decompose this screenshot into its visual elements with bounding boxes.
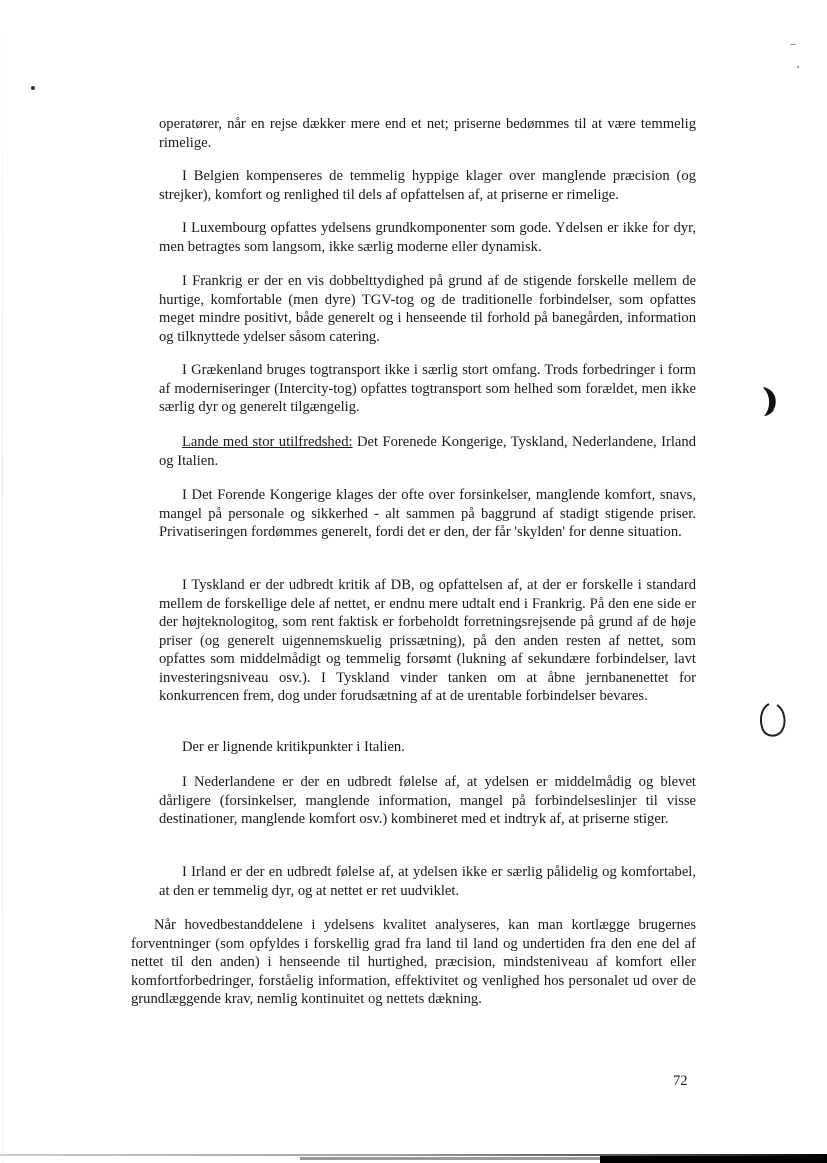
paragraph: I Nederlandene er der en udbredt følelse af, at ydelsen er middelmådig og blevet dårligere (forsinkelser, manglende information, mangel på forbindelseslinjer til visse destinationer, manglende komfort osv.) kombineret med et indtryk af, at priserne stiger. bbox=[159, 774, 696, 827]
paragraph: operatører, når en rejse dækker mere end et net; priserne bedømmes til at være temmelig rimelige. bbox=[159, 116, 696, 151]
binder-hole-mark bbox=[755, 383, 785, 419]
page-number: 72 bbox=[673, 1073, 688, 1089]
scan-speck bbox=[31, 86, 35, 90]
section-heading: Lande med stor utilfredshed: bbox=[182, 434, 353, 450]
section-heading-text: Det Forenede Kongerige, Tyskland, Nederlandene, Irland og Italien. bbox=[159, 434, 696, 469]
paragraph: I Grækenland bruges togtransport ikke i særlig stort omfang. Trods forbedringer i form af moderniseringer (Intercity-tog) opfattes togtransport som helhed som forældet, men ikke særlig dyr og generelt tilgængelig. bbox=[159, 362, 696, 415]
paragraph: I Tyskland er der udbredt kritik af DB, og opfattelsen af, at der er forskelle i standard mellem de forskellige dele af nettet, er endnu mere udtalt end i Frankrig. På den ene side er der højteknologitog, som rent faktisk er forbeholdt forretningsrejsende på grund af de høje priser (og generelt uigennemskuelig prissætning), på den anden resten af nettet, som opfattes som middelmådigt og temmelig forsømt (lukning af sekundære forbindelser, lavt investeringsniveau osv.). I Tyskland vinder tanken om at åbne jernbanenettet for konkurrencen frem, dog under forudsætning af at de urentable forbindelser bevares. bbox=[159, 577, 696, 704]
paragraph bbox=[159, 433, 696, 470]
scan-speck bbox=[797, 66, 799, 68]
binder-hole-mark bbox=[755, 700, 791, 740]
paragraph: I Det Forende Kongerige klages der ofte over forsinkelser, manglende komfort, snavs, mangel på personale og sikkerhed - alt sammen på baggrund af stadigt stigende priser. Privatiseringen fordømmes generelt, fordi det er den, der får 'skylden' for denne situation. bbox=[159, 487, 696, 540]
paragraph: I Luxembourg opfattes ydelsens grundkomponenter som gode. Ydelsen er ikke for dyr, men betragtes som langsom, ikke særlig moderne eller dynamisk. bbox=[159, 220, 696, 255]
scan-left-edge bbox=[2, 0, 3, 1163]
paragraph: Når hovedbestanddelene i ydelsens kvalitet analyseres, kan man kortlægge brugernes forventninger (som opfyldes i forskellig grad fra land til land og undertiden fra den ene del af nettet til den anden) i henseende til hurtighed, præcision, mindsteniveau af komfort eller komfortforbedringer, forståelig information, effektivitet og venlighed hos personalet ud over de grundlæggende krav, nemlig kontinuitet og nettets dækning. bbox=[131, 917, 696, 1007]
paragraph: I Frankrig er der en vis dobbelttydighed på grund af de stigende forskelle mellem de hurtige, komfortable (men dyre) TGV-tog og de traditionelle forbindelser, som opfattes meget mindre positivt, både generelt og i henseende til forhold på banegården, information og tilknyttede ydelser såsom catering. bbox=[159, 273, 696, 345]
paragraph: I Belgien kompenseres de temmelig hyppige klager over manglende præcision (og strejker), komfort og renlighed til dels af opfattelsen af, at priserne er rimelige. bbox=[159, 168, 696, 203]
paragraph: Der er lignende kritikpunkter i Italien. bbox=[182, 739, 405, 755]
scan-speck bbox=[790, 44, 796, 45]
scan-bottom-edge bbox=[0, 1152, 827, 1163]
paragraph: I Irland er der en udbredt følelse af, at ydelsen ikke er særlig pålidelig og komfortabel, at den er temmelig dyr, og at nettet er ret uudviklet. bbox=[159, 864, 696, 899]
